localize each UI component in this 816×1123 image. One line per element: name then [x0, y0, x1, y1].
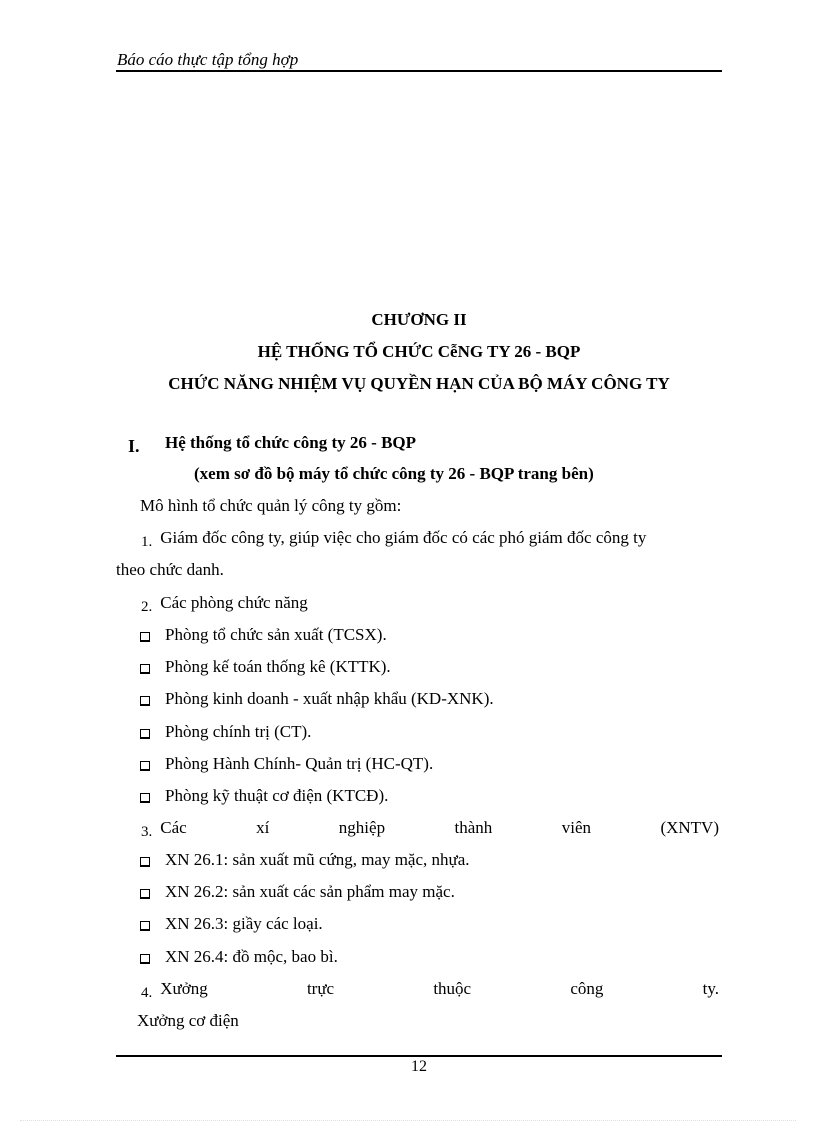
word: trực: [306, 979, 335, 998]
section-title: Hệ thống tổ chức công ty 26 - BQP: [165, 433, 417, 452]
word: xí: [256, 818, 270, 837]
page-edge: [20, 1120, 796, 1121]
square-bullet-icon: [140, 793, 150, 803]
bullet-item: XN 26.2: sản xuất các sản phẩm may mặc.: [165, 882, 455, 902]
chapter-title-line2: CHỨC NĂNG NHIỆM VỤ QUYỀN HẠN CỦA BỘ MÁY CÔNG TY: [168, 374, 670, 393]
item-text: Giám đốc công ty, giúp việc cho giám đốc có các phó giám đốc công ty: [160, 528, 647, 547]
square-bullet-icon: [140, 921, 150, 931]
bullet-item: XN 26.3: giầy các loại.: [165, 914, 323, 934]
word: viên: [561, 818, 592, 837]
bullet-item: XN 26.1: sản xuất mũ cứng, may mặc, nhựa.: [165, 850, 470, 869]
item-3: [141, 818, 719, 839]
bullet-item: Phòng kỹ thuật cơ điện (KTCĐ).: [165, 786, 389, 805]
item-number: 4.: [141, 985, 153, 1001]
bullet-item: Phòng kinh doanh - xuất nhập khẩu (KD-XNK).: [165, 689, 494, 709]
bullet-item: Phòng kế toán thống kê (KTTK).: [165, 657, 391, 677]
item-number: 2.: [141, 599, 153, 615]
item-1: [141, 528, 646, 549]
item-1-continuation: theo chức danh.: [116, 560, 224, 579]
square-bullet-icon: [140, 889, 150, 899]
header-rule: [116, 70, 722, 72]
square-bullet-icon: [140, 729, 150, 739]
square-bullet-icon: [140, 632, 150, 642]
running-header: Báo cáo thực tập tổng hợp: [117, 50, 299, 69]
bullet-item: Phòng chính trị (CT).: [165, 721, 312, 741]
word: (XNTV): [660, 818, 719, 837]
chapter-label: CHƯƠNG II: [371, 310, 467, 329]
word: công: [570, 979, 604, 998]
square-bullet-icon: [140, 696, 150, 706]
square-bullet-icon: [140, 664, 150, 674]
square-bullet-icon: [140, 954, 150, 964]
word: nghiệp: [338, 818, 386, 837]
word: thành: [454, 818, 493, 837]
bullet-item: Phòng Hành Chính- Quản trị (HC-QT).: [165, 753, 434, 773]
word: Xưởng: [160, 979, 208, 998]
bullet-item: Phòng tổ chức sản xuất (TCSX).: [165, 625, 387, 644]
section-subtitle: (xem sơ đồ bộ máy tổ chức công ty 26 - BQP trang bên): [194, 464, 594, 483]
item-text: Các phòng chức năng: [160, 593, 308, 612]
item-4: [141, 979, 719, 1000]
square-bullet-icon: [140, 761, 150, 771]
word: Các: [160, 818, 187, 837]
chapter-title-line1: HỆ THỐNG TỔ CHỨC CễNG TY 26 - BQP: [257, 342, 581, 361]
word: thuộc: [433, 979, 472, 998]
intro-text: Mô hình tổ chức quản lý công ty gồm:: [140, 496, 402, 515]
item-number: 3.: [141, 824, 153, 840]
section-number: I.: [128, 436, 140, 456]
page-number: 12: [411, 1058, 427, 1075]
item-number: 1.: [141, 534, 153, 550]
square-bullet-icon: [140, 857, 150, 867]
item-2: [141, 593, 308, 614]
word: ty.: [702, 979, 719, 998]
item-4-continuation: Xưởng cơ điện: [137, 1011, 239, 1030]
bullet-item: XN 26.4: đồ mộc, bao bì.: [165, 946, 338, 966]
